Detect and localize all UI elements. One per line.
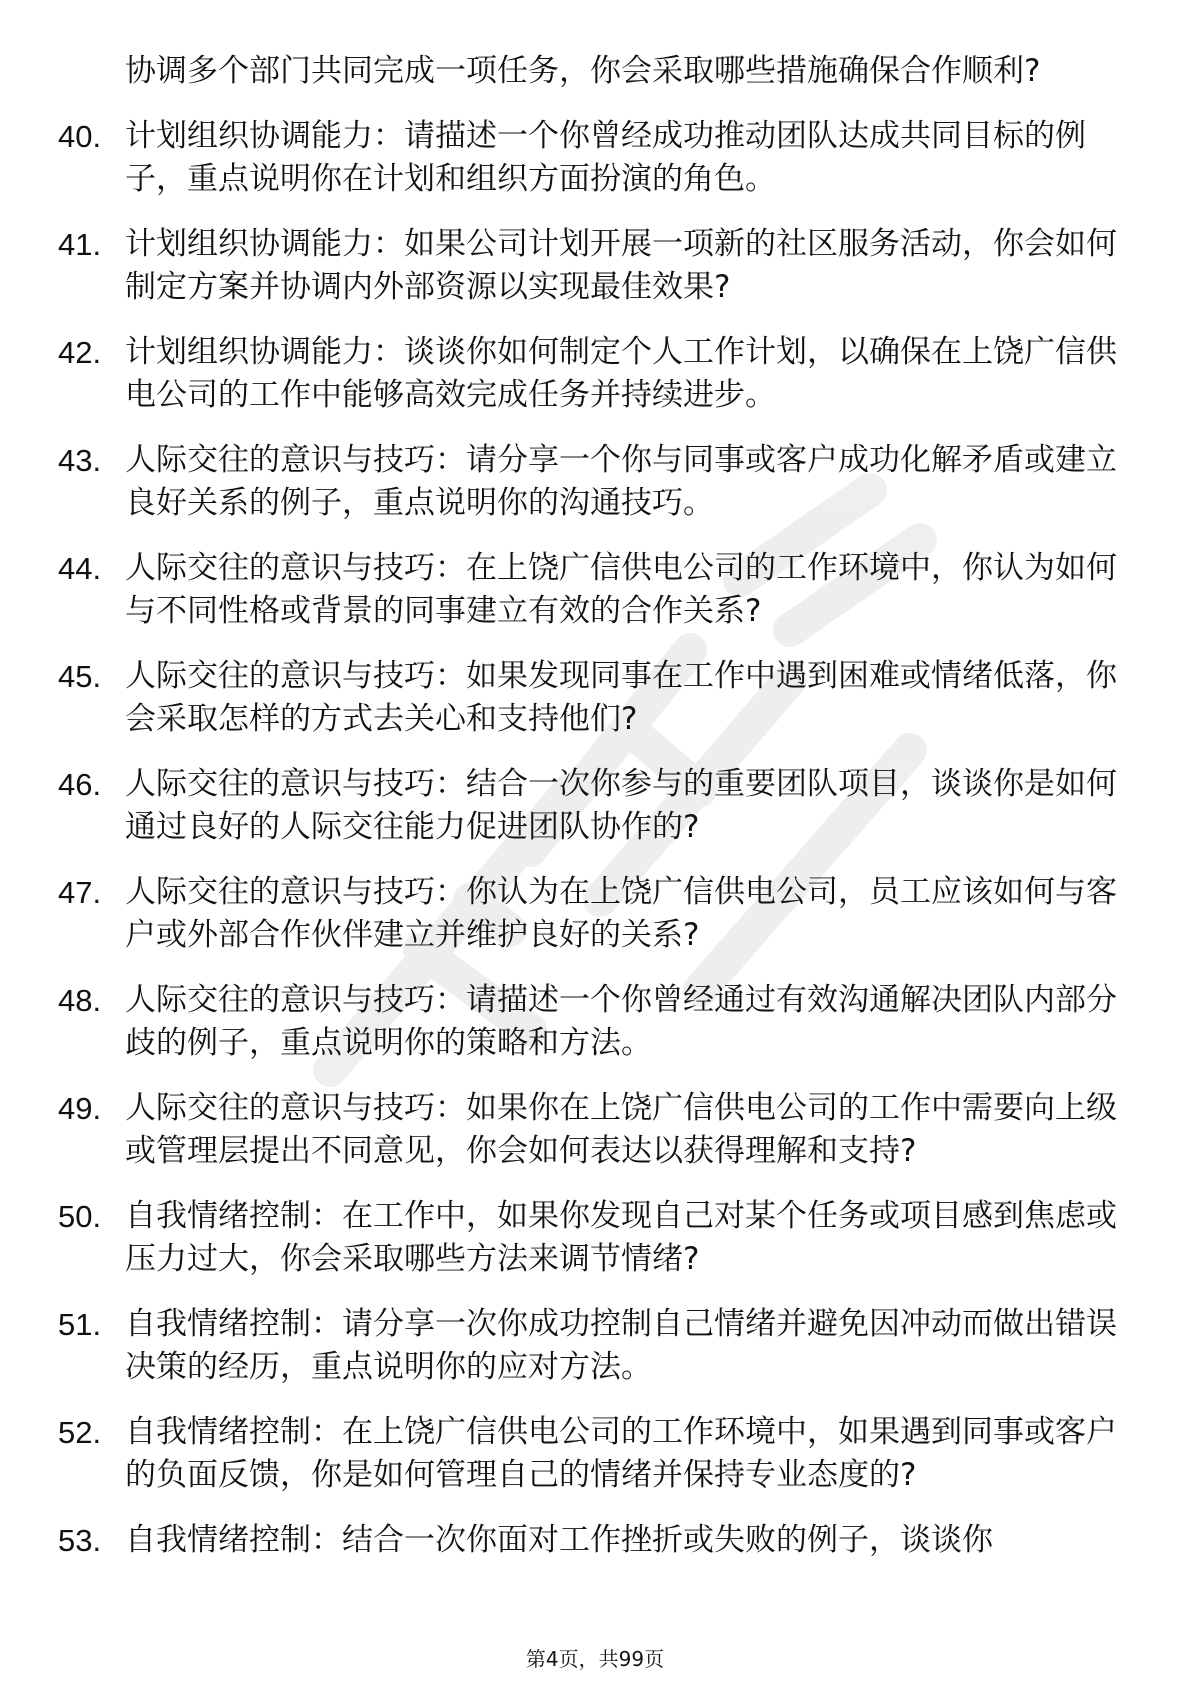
- item-number: 40.: [58, 119, 102, 154]
- item-text: 人际交往的意识与技巧：请描述一个你曾经通过有效沟通解决团队内部分歧的例子，重点说明你的策略和方法。: [125, 982, 1117, 1061]
- item-text: 自我情绪控制：在工作中，如果你发现自己对某个任务或项目感到焦虑或压力过大，你会采取哪些方法来调节情绪?: [125, 1198, 1117, 1277]
- item-text: 人际交往的意识与技巧：结合一次你参与的重要团队项目，谈谈你是如何通过良好的人际交往能力促进团队协作的?: [125, 766, 1117, 845]
- item-text: 人际交往的意识与技巧：如果发现同事在工作中遇到困难或情绪低落，你会采取怎样的方式去关心和支持他们?: [125, 658, 1117, 737]
- item-number: 50.: [58, 1199, 102, 1234]
- item-number: 52.: [58, 1415, 102, 1450]
- list-item: [58, 331, 1118, 417]
- item-text: 计划组织协调能力：谈谈你如何制定个人工作计划，以确保在上饶广信供电公司的工作中能够高效完成任务并持续进步。: [125, 334, 1117, 413]
- list-item: [58, 547, 1118, 633]
- item-text: 计划组织协调能力：如果公司计划开展一项新的社区服务活动，你会如何制定方案并协调内外部资源以实现最佳效果?: [125, 226, 1117, 305]
- item-number: 41.: [58, 227, 102, 262]
- item-text: 计划组织协调能力：请描述一个你曾经成功推动团队达成共同目标的例子，重点说明你在计划和组织方面扮演的角色。: [125, 118, 1086, 197]
- list-item: [58, 439, 1118, 525]
- list-item: [58, 1087, 1118, 1173]
- item-number: 45.: [58, 659, 102, 694]
- item-text: 自我情绪控制：请分享一次你成功控制自己情绪并避免因冲动而做出错误决策的经历，重点说明你的应对方法。: [125, 1306, 1117, 1385]
- item-number: 49.: [58, 1091, 102, 1126]
- item-text: 人际交往的意识与技巧：请分享一个你与同事或客户成功化解矛盾或建立良好关系的例子，重点说明你的沟通技巧。: [125, 442, 1117, 521]
- page-footer: 第4页，共99页: [525, 1647, 665, 1671]
- item-text: 自我情绪控制：在上饶广信供电公司的工作环境中，如果遇到同事或客户的负面反馈，你是如何管理自己的情绪并保持专业态度的?: [125, 1414, 1117, 1493]
- list-item: [58, 223, 1118, 309]
- item-text: 人际交往的意识与技巧：你认为在上饶广信供电公司，员工应该如何与客户或外部合作伙伴建立并维护良好的关系?: [125, 874, 1117, 953]
- list-item: [58, 763, 1118, 849]
- item-number: 51.: [58, 1307, 102, 1342]
- item-number: 42.: [58, 335, 102, 370]
- list-item: [58, 1195, 1118, 1281]
- item-number: 43.: [58, 443, 102, 478]
- continued-question-text: 协调多个部门共同完成一项任务，你会采取哪些措施确保合作顺利?: [125, 53, 1041, 89]
- item-number: 48.: [58, 983, 102, 1018]
- list-item: [58, 1411, 1118, 1497]
- item-number: 53.: [58, 1523, 102, 1558]
- item-number: 47.: [58, 875, 102, 910]
- list-item: [58, 1303, 1118, 1389]
- list-item: [58, 1519, 1118, 1562]
- list-item: [58, 655, 1118, 741]
- item-number: 46.: [58, 767, 102, 802]
- list-item: [58, 979, 1118, 1065]
- list-item: [58, 115, 1118, 201]
- item-text: 人际交往的意识与技巧：在上饶广信供电公司的工作环境中，你认为如何与不同性格或背景的同事建立有效的合作关系?: [125, 550, 1117, 629]
- item-text: 人际交往的意识与技巧：如果你在上饶广信供电公司的工作中需要向上级或管理层提出不同意见，你会如何表达以获得理解和支持?: [125, 1090, 1117, 1169]
- item-number: 44.: [58, 551, 102, 586]
- list-item: [58, 871, 1118, 957]
- question-list: [58, 50, 1118, 1584]
- item-text: 自我情绪控制：结合一次你面对工作挫折或失败的例子，谈谈你: [125, 1522, 993, 1558]
